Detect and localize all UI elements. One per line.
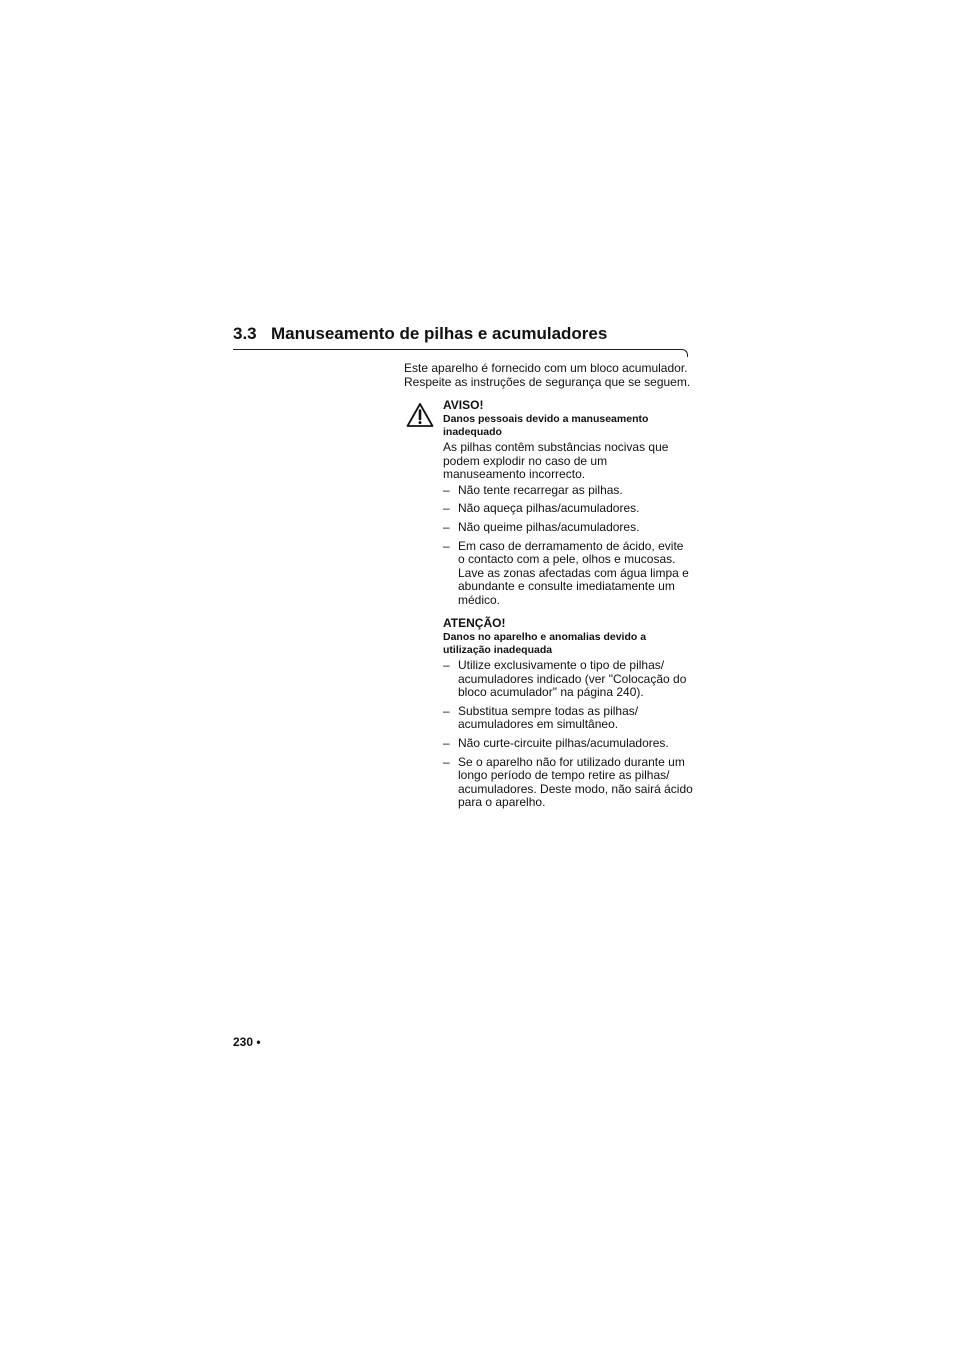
list-item-text: Não queime pilhas/acumuladores.	[458, 519, 640, 534]
warning-signal-word: AVISO!	[443, 398, 484, 412]
dash-marker: –	[443, 519, 450, 534]
dash-marker: –	[443, 501, 450, 516]
dash-marker: –	[443, 703, 450, 718]
section-title: Manuseamento de pilhas e acumuladores	[271, 324, 608, 343]
list-item-text: Utilize exclusivamente o tipo de pilhas/ acumuladores indicado (ver "Colocação do bloco acumulador" na página 240).	[458, 658, 687, 700]
caution-subtitle: Danos no aparelho e anomalias devido a utilização inadequada	[443, 631, 647, 656]
warning-block	[443, 398, 693, 613]
dash-marker: –	[443, 754, 450, 769]
section-number: 3.3	[233, 324, 257, 343]
list-item	[443, 540, 693, 608]
caution-list	[443, 659, 693, 810]
list-item	[443, 705, 693, 732]
dash-marker: –	[443, 735, 450, 750]
list-item	[443, 521, 693, 535]
section-heading	[233, 324, 607, 344]
list-item-text: Substitua sempre todas as pilhas/ acumuladores em simultâneo.	[458, 703, 639, 732]
dash-marker: –	[443, 482, 450, 497]
heading-rule	[233, 349, 688, 357]
page-number: 230 •	[233, 1035, 261, 1049]
intro-paragraph	[404, 361, 694, 389]
list-item-text: Se o aparelho não for utilizado durante um longo período de tempo retire as pilhas/ acumuladores. Deste modo, não sairá ácido para o aparelho.	[458, 754, 693, 810]
warning-list	[443, 484, 693, 608]
warning-subtitle: Danos pessoais devido a manuseamento inadequado	[443, 413, 649, 438]
list-item	[443, 756, 693, 810]
caution-block	[443, 616, 693, 815]
list-item	[443, 737, 693, 751]
caution-signal-word: ATENÇÃO!	[443, 616, 506, 630]
list-item	[443, 659, 693, 700]
warning-description: As pilhas contêm substâncias nocivas que podem explodir no caso de um manuseamento incorrecto.	[443, 440, 669, 482]
warning-triangle-icon	[406, 402, 434, 428]
list-item	[443, 502, 693, 516]
list-item-text: Não aqueça pilhas/acumuladores.	[458, 501, 640, 516]
list-item-text: Não curte-circuite pilhas/acumuladores.	[458, 735, 669, 750]
dash-marker: –	[443, 658, 450, 672]
list-item-text: Em caso de derramamento de ácido, evite o contacto com a pele, olhos e mucosas. Lave as zonas afectadas com água limpa e abundante e consulte imediatamente um médico.	[458, 538, 689, 607]
list-item-text: Não tente recarregar as pilhas.	[458, 482, 623, 497]
dash-marker: –	[443, 538, 450, 553]
intro-line-2: Respeite as instruções de segurança que se seguem.	[404, 375, 691, 389]
list-item	[443, 484, 693, 498]
intro-line-1: Este aparelho é fornecido com um bloco acumulador.	[404, 361, 688, 375]
